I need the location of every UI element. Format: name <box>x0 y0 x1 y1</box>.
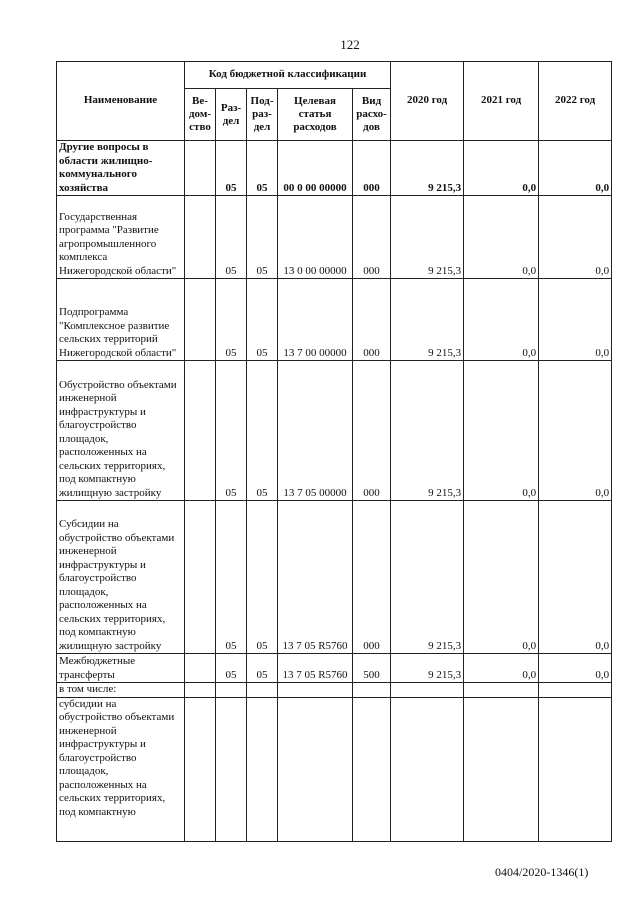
row-target: 13 0 00 00000 <box>278 196 353 279</box>
header-2022: 2022 год <box>539 62 612 141</box>
header-name: Наименование <box>57 62 185 141</box>
row-2020: 9 215,3 <box>391 141 464 196</box>
row-2020 <box>391 683 464 698</box>
row-2022: 0,0 <box>539 654 612 683</box>
row-podrazdel <box>247 697 278 841</box>
document-code: 0404/2020-1346(1) <box>495 865 589 879</box>
row-name: Субсидии на обустройство объектами инженерной инфраструктуры и благоустройство площадок, расположенных на сельских территориях, под компактную жилищную застройку <box>57 501 185 654</box>
row-target: 13 7 05 00000 <box>278 361 353 501</box>
row-vid: 000 <box>353 501 391 654</box>
row-vid: 500 <box>353 654 391 683</box>
row-2020: 9 215,3 <box>391 654 464 683</box>
table-row <box>57 683 612 698</box>
row-name: в том числе: <box>57 683 185 698</box>
row-razdel: 05 <box>216 196 247 279</box>
header-podrazdel: Под- раз- дел <box>247 89 278 141</box>
row-podrazdel: 05 <box>247 196 278 279</box>
row-2021: 0,0 <box>464 361 539 501</box>
header-2020: 2020 год <box>391 62 464 141</box>
row-vid: 000 <box>353 196 391 279</box>
row-2021: 0,0 <box>464 141 539 196</box>
row-name: Межбюджетные трансферты <box>57 654 185 683</box>
row-2022: 0,0 <box>539 196 612 279</box>
header-target: Целевая статья расходов <box>278 89 353 141</box>
row-2021: 0,0 <box>464 196 539 279</box>
row-2021: 0,0 <box>464 654 539 683</box>
table-row <box>57 697 612 841</box>
row-2020: 9 215,3 <box>391 361 464 501</box>
row-ved <box>185 141 216 196</box>
row-target: 13 7 05 R5760 <box>278 501 353 654</box>
row-ved <box>185 697 216 841</box>
row-podrazdel: 05 <box>247 141 278 196</box>
row-ved <box>185 654 216 683</box>
table-row <box>57 361 612 501</box>
row-podrazdel <box>247 683 278 698</box>
row-vid <box>353 697 391 841</box>
row-razdel: 05 <box>216 654 247 683</box>
row-ved <box>185 196 216 279</box>
row-2022: 0,0 <box>539 279 612 361</box>
row-vid: 000 <box>353 279 391 361</box>
header-vid: Вид расхо- дов <box>353 89 391 141</box>
header-2021: 2021 год <box>464 62 539 141</box>
row-podrazdel: 05 <box>247 361 278 501</box>
row-ved <box>185 501 216 654</box>
row-razdel: 05 <box>216 501 247 654</box>
row-razdel <box>216 683 247 698</box>
row-ved <box>185 279 216 361</box>
row-name: Другие вопросы в области жилищно-коммунального хозяйства <box>57 141 185 196</box>
row-2021: 0,0 <box>464 501 539 654</box>
row-2022 <box>539 683 612 698</box>
row-vid: 000 <box>353 141 391 196</box>
row-target: 13 7 00 00000 <box>278 279 353 361</box>
table-row <box>57 279 612 361</box>
row-2020: 9 215,3 <box>391 196 464 279</box>
row-target: 13 7 05 R5760 <box>278 654 353 683</box>
row-podrazdel: 05 <box>247 279 278 361</box>
row-2020: 9 215,3 <box>391 501 464 654</box>
row-name: субсидии на обустройство объектами инженерной инфраструктуры и благоустройство площадок, расположенных на сельских территориях, под компактную <box>57 697 185 841</box>
row-target <box>278 697 353 841</box>
table-row <box>57 654 612 683</box>
row-name: Подпрограмма "Комплексное развитие сельских территорий Нижегородской области" <box>57 279 185 361</box>
row-razdel: 05 <box>216 279 247 361</box>
row-razdel <box>216 697 247 841</box>
header-vedomstvo: Ве- дом- ство <box>185 89 216 141</box>
row-podrazdel: 05 <box>247 501 278 654</box>
row-2021: 0,0 <box>464 279 539 361</box>
row-ved <box>185 683 216 698</box>
header-budget-code: Код бюджетной классификации <box>185 62 391 89</box>
row-razdel: 05 <box>216 361 247 501</box>
row-name: Государственная программа "Развитие агропромышленного комплекса Нижегородской области" <box>57 196 185 279</box>
row-razdel: 05 <box>216 141 247 196</box>
row-podrazdel: 05 <box>247 654 278 683</box>
row-name: Обустройство объектами инженерной инфраструктуры и благоустройство площадок, расположенных на сельских территориях, под компактную жилищную застройку <box>57 361 185 501</box>
row-2022 <box>539 697 612 841</box>
row-2022: 0,0 <box>539 141 612 196</box>
row-2020 <box>391 697 464 841</box>
row-ved <box>185 361 216 501</box>
page-number: 122 <box>340 37 360 52</box>
row-2022: 0,0 <box>539 361 612 501</box>
row-2021 <box>464 697 539 841</box>
table-row <box>57 196 612 279</box>
row-target <box>278 683 353 698</box>
budget-table <box>56 61 612 842</box>
row-vid <box>353 683 391 698</box>
table-row <box>57 141 612 196</box>
row-2022: 0,0 <box>539 501 612 654</box>
row-vid: 000 <box>353 361 391 501</box>
row-2020: 9 215,3 <box>391 279 464 361</box>
row-2021 <box>464 683 539 698</box>
table-row <box>57 501 612 654</box>
row-target: 00 0 00 00000 <box>278 141 353 196</box>
header-razdel: Раз- дел <box>216 89 247 141</box>
